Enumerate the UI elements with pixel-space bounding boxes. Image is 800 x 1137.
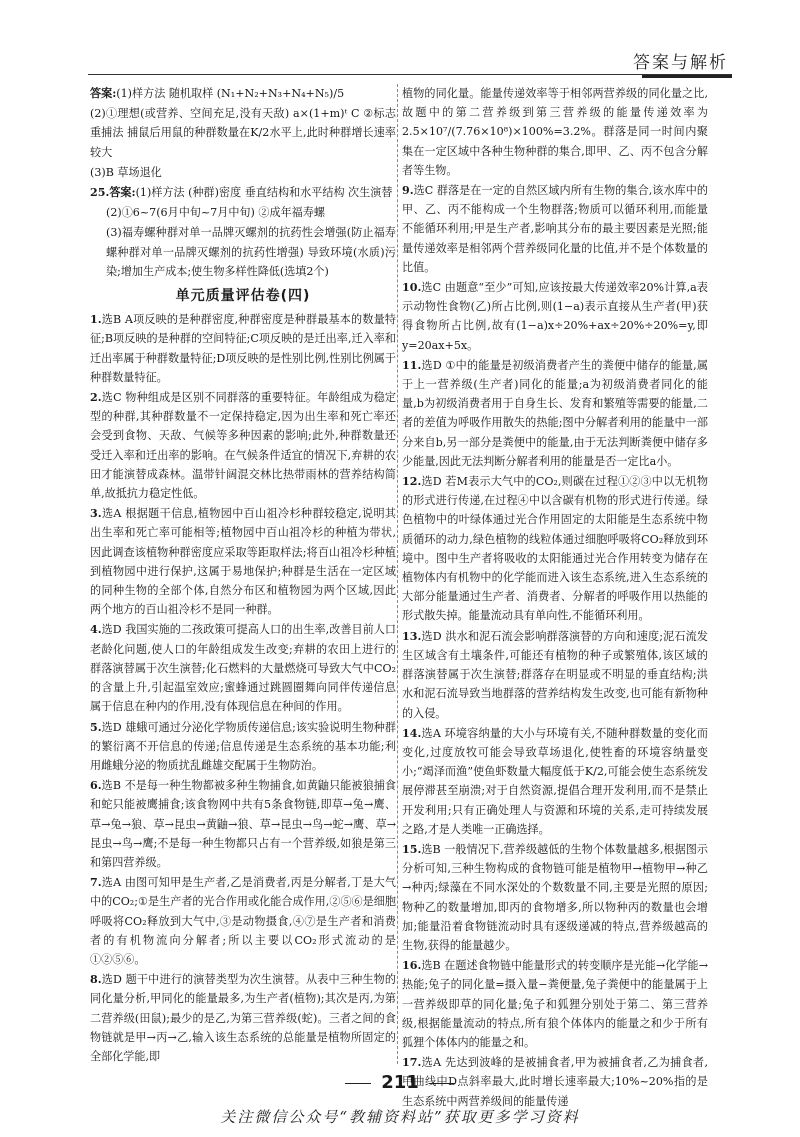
answer-25-line-3: (3)福寿螺种群对单一品牌灭螺剂的抗药性会增强(防止福寿螺种群对单一品牌灭螺剂的抗药性增强) 导致环境(水质)污染;增加生产成本;使生物多样性降低(选填2个) [106,226,396,278]
answer-24-line-2: (2)①理想(或营养、空间充足,没有天敌) a×(1+m)ᵗ C ②标志重捕法 捕鼠后用鼠的种群数量在K/2水平上,此时种群增长速率较大 [90,107,396,159]
item-text: 选A 先达到波峰的是被捕食者,甲为被捕食者,乙为捕食者,甲曲线中D点斜率最大,此时增长速率最大;10%~20%指的是生态系统中两营养级间的能量传递 [402,1056,708,1108]
answer-item [90,776,396,872]
item-number: 7. [90,876,102,890]
item-number: 13. [402,629,422,643]
continued-text: 植物的同化量。能量传递效率等于相邻两营养级的同化量之比,故题中的第二营养级到第三营养级的能量传递效率为2.5×10⁷/(7.76×10⁸)×100%=3.2%。群落是同一时间内聚集在一定区域中各种生物种群的集合,即甲、乙、丙不包含分解者等生物。 [402,87,708,177]
right-column [402,84,708,1112]
answer-item [90,388,396,503]
answer-item [402,724,708,839]
item-text: 选C 由题意“至少”可知,应该按最大传递效率20%计算,a表示动物性食物(乙)所占比例,则(1−a)表示直接从生产者(甲)获得食物所占比例,故有(1−a)x÷20%+ax÷20%÷20%=y,即y=20ax+5x。 [402,281,708,352]
item-number: 1. [90,313,102,327]
answer-item [402,840,708,955]
item-text: 选D 题干中进行的演替类型为次生演替。从表中三种生物的同化量分析,甲同化的能量最多,为生产者(植物);其次是丙,为第二营养级(田鼠);最少的是乙,为第三营养级(蛇)。三者之间的食物链就是甲→丙→乙,输入该生态系统的总能量是植物所固定的全部化学能,即 [90,973,396,1063]
answer-item [90,970,396,1066]
item-text: 选B 一般情况下,营养级越低的生物个体数量越多,根据图示分析可知,三种生物构成的食物链可能是植物甲→植物甲→种乙→种丙;绿藻在不同水深处的个数数量不同,主要是光照的原因;物种乙的数量增加,即丙的食物增多,所以物种丙的数量也会增加;能量沿着食物链流动时具有逐级递减的特点,营养级越高的生物,获得的能量越少。 [402,842,708,952]
answer-item [90,718,396,776]
page-number [0,1072,800,1093]
item-number: 10. [402,281,422,295]
answer-24 [90,84,396,103]
answer-24-line-3: (3)B 草场退化 [90,165,162,179]
item-number: 6. [90,779,102,793]
item-number: 12. [402,475,422,489]
page-number-dash [429,1083,455,1084]
answer-25-line-2: (2)①6~7(6月中旬~7月中旬) ②成年福寿螺 [106,206,325,220]
answer-label: 答案: [109,186,136,200]
item-text: 选B A项反映的是种群密度,种群密度是种群最基本的数量特征;B项反映的是种群的空间特征;C项反映的是迁出率,迁入率和迁出率属于种群数量特征;D项反映的是性别比例,性别比例属于种群数量特征。 [90,313,396,384]
item-number: 8. [90,973,102,987]
answer-item [402,956,708,1052]
page-header [88,44,732,75]
item-number: 16. [402,959,422,973]
answer-item [90,310,396,387]
left-column [90,84,396,1067]
answer-label: 答案: [90,87,117,100]
item-text: 选D 我国实施的二孩政策可提高人口的出生率,改善目前人口老龄化问题,使人口的年龄组成发生改变;弃耕的农田上进行的群落演替属于次生演替;化石燃料的大量燃烧可导致大气中CO₂的含量上升,引起温室效应;蜜蜂通过跳圆圈舞向同伴传递信息属于信息在种内的作用,没有体现信息在种间的作用。 [90,623,396,714]
page-number-dash [345,1083,371,1084]
answer-item [402,278,708,355]
answer-item [90,620,396,716]
item-text: 选A 由图可知甲是生产者,乙是消费者,丙是分解者,丁是大气中的CO₂;①是生产者的光合作用或化能合成作用,②⑤⑥是细胞呼吸将CO₂释放到大气中,③是动物摄食,④⑦是生产者和消费者的有机物流向分解者;所以主要以CO₂形式流动的是①②⑤⑥。 [90,876,396,966]
footer-note: 关注微信公众号“教辅资料站”获取更多学习资料 [220,1108,580,1126]
item-text: 选C 群落是在一定的自然区域内所有生物的集合,该水库中的甲、乙、丙不能构成一个生物群落;物质可以循环利用,而能量不能循环利用;甲是生产者,影响其分布的最主要因素是光照;能量传递效率是相邻两个营养级同化量的比值,并不是个体数量的比值。 [402,184,708,274]
answer-line: (1)样方法 随机取样 (N₁+N₂+N₃+N₄+N₅)/5 [116,87,345,100]
item-text: 选C 物种组成是区别不同群落的重要特征。年龄组成为稳定型的种群,其种群数量不一定保持稳定,因为出生率和死亡率还会受到食物、天敌、气候等多种因素的影响;此外,种群数量还受迁入率和迁出率的影响。在气候条件适宜的情况下,弃耕的农田才能演替成森林。温带针阔混交林比热带雨林的营养结构简单,故抵抗力稳定性低。 [90,391,396,501]
item-text: 选A 环境容纳量的大小与环境有关,不随种群数量的变化而变化,过度放牧可能会导致草场退化,使牲畜的环境容纳量变小;“竭泽而渔”使鱼虾数量大幅度低于K/2,可能会使生态系统发展停滞甚至崩溃;对于自然资源,提倡合理开发利用,而不是禁止开发利用;只有正确处理人与资源和环境的关系,走可持续发展之路,才是人类唯一正确选择。 [402,726,708,836]
item-number: 4. [90,623,102,637]
item-text: 选B 在题述食物链中能量形式的转变顺序是光能→化学能→热能;兔子的同化量=摄入量−粪便量,兔子粪便中的能量属于上一营养级即草的同化量;兔子和狐狸分别处于第二、第三营养级,根据能量流动的特点,所有狼个体体内的能量之和少于所有狐狸个体体内的能量之和。 [402,959,708,1049]
item-number: 15. [402,842,422,856]
section-title: 单元质量评估卷(四) [175,288,311,305]
header-title: 答案与解析 [633,53,728,73]
answer-item [90,504,396,619]
answer-line: (1)样方法 (种群)密度 垂直结构和水平结构 次生演替 [135,186,393,200]
item-number: 14. [402,726,422,740]
answer-25 [90,183,396,202]
item-number: 3. [90,507,102,521]
answer-item [402,356,708,471]
item-number: 9. [402,184,414,198]
item-number: 17. [402,1056,422,1070]
item-text: 选D 雄蛾可通过分泌化学物质传递信息;该实验说明生物种群的繁衍离不开信息的传递;信息传递是生态系统的基本功能;利用雌蛾分泌的物质扰乱雌雄交配属于生物防治。 [90,720,396,772]
answer-item [402,472,708,626]
item-text: 选D 洪水和泥石流会影响群落演替的方向和速度;泥石流发生区域含有土壤条件,可能还有植物的种子或繁殖体,该区域的群落演替属于次生演替;群落存在明显或不明显的垂直结构;洪水和泥石流导致当地群落的营养结构发生改变,也可能有新物种的入侵。 [402,629,708,720]
item-text: 选D 若M表示大气中的CO₂,则碳在过程①②③中以无机物的形式进行传递,在过程④中以含碳有机物的形式进行传递。绿色植物中的叶绿体通过光合作用固定的太阳能是生态系统中物质循环的动力,绿色植物的线粒体通过细胞呼吸将CO₂释放到环境中。图中生产者将吸收的太阳能通过光合作用转变为储存在植物体内有机物中的化学能而进入该生态系统,进入生态系统的大部分能量通过生产者、消费者、分解者的呼吸作用以热能的形式散失掉。能量流动具有单向性,不能循环利用。 [402,475,708,623]
item-number: 5. [90,720,102,734]
item-text: 选D ①中的能量是初级消费者产生的粪便中储存的能量,属于上一营养级(生产者)同化的能量;a为初级消费者同化的能量,b为初级消费者用于自身生长、发育和繁殖等需要的能量,二者的差值为呼吸作用散失的热能;图中分解者利用的能量中一部分来自b,另一部分是粪便中的能量,由于无法判断粪便中储存多少能量,因此无法判断分解者利用的能量是否一定比a小。 [402,358,708,468]
header-rule [642,75,732,78]
item-number: 2. [90,391,102,405]
item-number: 11. [402,358,422,372]
column-divider [397,84,398,1064]
answer-item [402,181,708,277]
answer-item [402,627,708,723]
answer-item [90,873,396,969]
item-text: 选B 不是每一种生物都被多种生物捕食,如黄鼬只能被狼捕食和蛇只能被鹰捕食;该食物网中共有5条食物链,即草→兔→鹰、草→兔→狼、草→昆虫→黄鼬→狼、草→昆虫→鸟→蛇→鹰、草→昆虫→鸟→鹰;不是每一种生物都只占有一个营养级,如狼是第三和第四营养级。 [90,779,396,869]
page-number-text: 211 [381,1072,419,1093]
question-number: 25. [90,186,110,200]
item-text: 选A 根据题干信息,植物园中百山祖冷杉种群较稳定,说明其出生率和死亡率可能相等;植物园中百山祖冷杉的种植为带状,因此调查该植物种群密度应采取等距取样法;将百山祖冷杉种植到植物园中进行保护,这属于易地保护;种群是生活在一定区域的同种生物的全部个体,自然分布区和植物园为两个区域,因此两个地方的百山祖冷杉不是同一种群。 [90,507,396,617]
